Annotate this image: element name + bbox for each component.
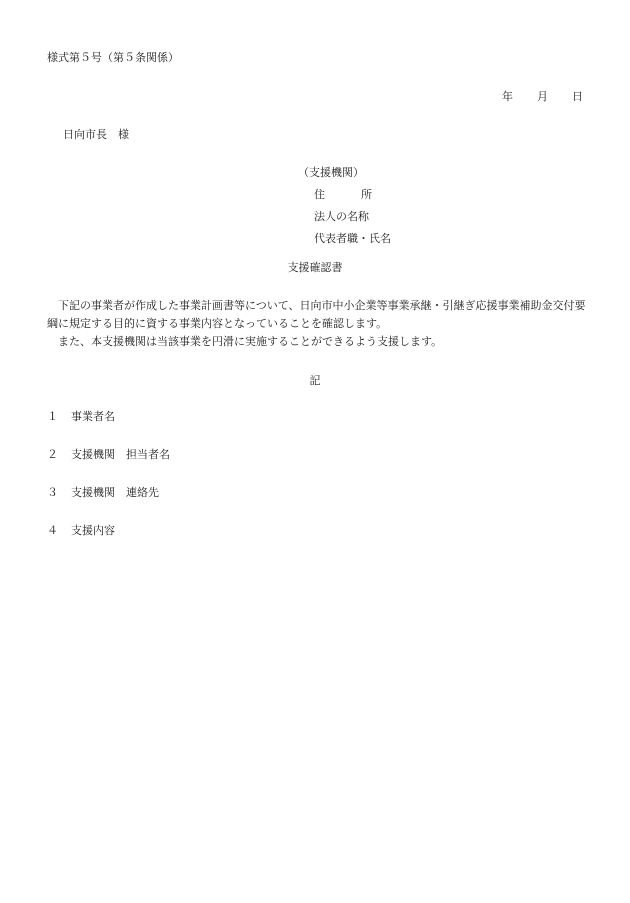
addressee-honorific: 様 — [118, 128, 129, 141]
item-number: ２ — [47, 448, 58, 461]
list-item — [47, 524, 115, 538]
sender-representative-label: 代表者職・氏名 — [314, 232, 391, 245]
list-item — [47, 410, 115, 424]
body-paragraph-2: また、本支援機関は当該事業を円滑に実施することができるよう支援します。 — [58, 335, 443, 348]
date-year-label: 年 — [502, 90, 513, 103]
body-text — [47, 297, 587, 351]
item-number: １ — [47, 410, 58, 423]
ki-heading: 記 — [309, 374, 321, 387]
item-label: 支援内容 — [71, 524, 115, 537]
document-title: 支援確認書 — [287, 261, 343, 274]
item-number: ４ — [47, 524, 58, 537]
sender-block — [298, 166, 391, 254]
item-label: 事業者名 — [71, 410, 115, 423]
list-item — [47, 448, 170, 462]
body-paragraph-1: 下記の事業者が作成した事業計画書等について、日向市中小企業等事業承継・引継ぎ応援事業補助金交付要綱に規定する目的に資する事業内容となっていることを確認します。 — [47, 299, 586, 330]
date-line — [502, 90, 583, 104]
item-label: 支援機関 — [71, 486, 115, 499]
sender-corporate-name-label: 法人の名称 — [314, 210, 369, 223]
item-sub-label: 担当者名 — [126, 448, 170, 461]
address-label-part-1: 住 — [314, 188, 325, 201]
list-item — [47, 486, 159, 500]
item-sub-label: 連絡先 — [126, 486, 159, 499]
item-label: 支援機関 — [71, 448, 115, 461]
date-month-label: 月 — [537, 90, 548, 103]
sender-address-label — [298, 188, 391, 210]
form-number: 様式第５号（第５条関係） — [47, 51, 179, 64]
sender-org-label: （支援機関） — [298, 166, 364, 179]
address-label-part-2: 所 — [361, 188, 372, 201]
addressee — [63, 128, 129, 142]
item-number: ３ — [47, 486, 58, 499]
addressee-name: 日向市長 — [63, 128, 107, 141]
date-day-label: 日 — [572, 90, 583, 103]
